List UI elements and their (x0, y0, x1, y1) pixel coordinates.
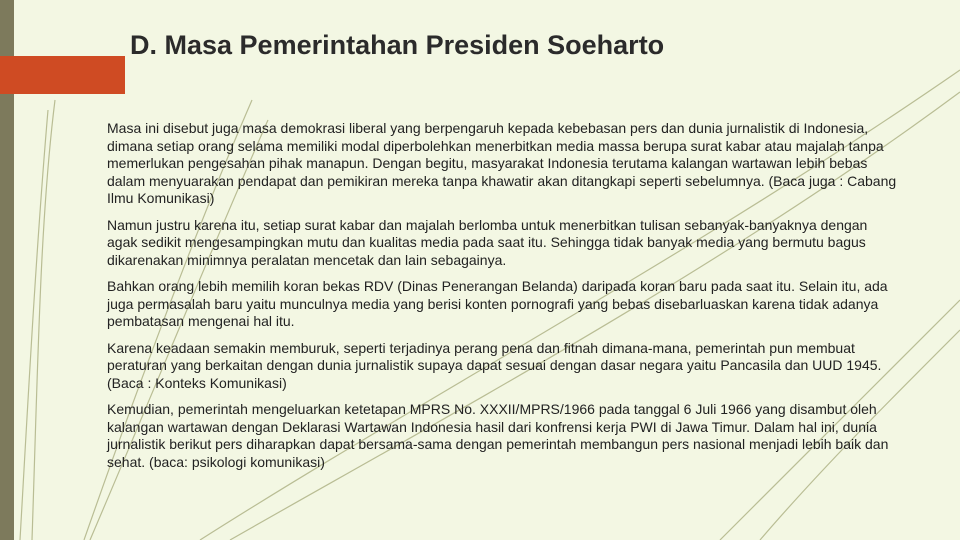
slide-title: D. Masa Pemerintahan Presiden Soeharto (130, 30, 665, 60)
paragraph-2: Namun justru karena itu, setiap surat kabar dan majalah berlomba untuk menerbitkan tulisan sebanyak-banyaknya dengan agak sedikit mengesampingkan mutu dan kualitas media pada saat itu. Sehingga tidak banyak media yang bermutu bagus dikarenakan minimnya peralatan mencetak dan lain sebagainya. (107, 216, 868, 268)
paragraph-1: Masa ini disebut juga masa demokrasi liberal yang berpengaruh kepada kebebasan pers dan dunia jurnalistik di Indonesia, dimana setiap orang selama memiliki modal diperbolehkan menerbitkan media massa berupa surat kabar atau majalah tanpa memerlukan pengesahan pihak manapun. Dengan begitu, masyarakat Indonesia terutama kalangan wartawan lebih bebas dalam menyuarakan pendapat dan pemikiran mereka tanpa khawatir akan ditangkapi seperti sebelumnya. (Baca juga : Cabang Ilmu Komunikasi) (107, 120, 897, 206)
paragraph-3: Bahkan orang lebih memilih koran bekas RDV (Dinas Penerangan Belanda) daripada koran baru pada saat itu. Selain itu, ada juga permasalah baru yaitu munculnya media yang berisi konten pornografi yang bebas disebarluaskan karena tidak adanya pembatasan mengenai hal itu. (107, 278, 888, 329)
paragraph-4: Karena keadaan semakin memburuk, seperti terjadinya perang pena dan fitnah dimana-mana, pemerintah pun membuat peraturan yang berkaitan dengan dunia jurnalistik supaya dapat sesuai dengan dasar negara yaitu Pancasila dan UUD 1945. (Baca : Konteks Komunikasi) (107, 339, 882, 391)
paragraph-5: Kemudian, pemerintah mengeluarkan ketetapan MPRS No. XXXII/MPRS/1966 pada tanggal 6 Juli 1966 yang disambut oleh kalangan wartawan dengan Deklarasi Wartawan Indonesia hasil dari konfrensi kerja PWI di Jawa Timur. Dalam hal ini, dunia jurnalistik berikut pers diharapkan dapat bersama-sama dengan pemerintah membangun pers nasional menjadi lebih baik dan sehat. (baca: psikologi komunikasi) (107, 401, 889, 470)
body-text (107, 120, 897, 480)
title-accent-block (0, 56, 125, 94)
